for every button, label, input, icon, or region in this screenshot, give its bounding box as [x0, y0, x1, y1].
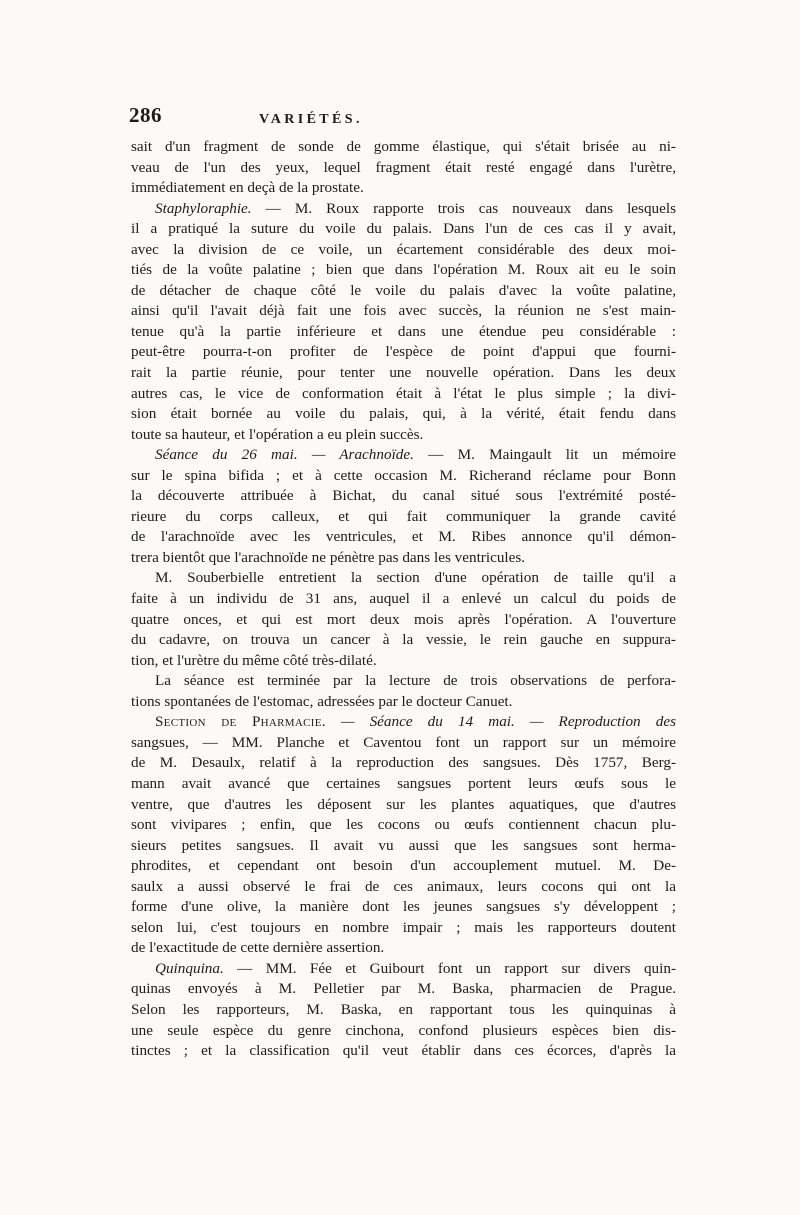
text-line: sont vivipares ; enfin, que les cocons ou œufs contiennent chacun plu- — [131, 816, 676, 834]
text-line: toute sa hauteur, et l'opération a eu plein succès. — [131, 425, 424, 443]
text-line: trera bientôt que l'arachnoïde ne pénètre pas dans les ventricules. — [131, 548, 526, 566]
text-line: rieure du corps calleux, et qui fait communiquer la grande cavité — [131, 507, 676, 525]
text-line: La séance est terminée par la lecture de trois observations de perfora- — [155, 672, 676, 690]
text-line: faite à un individu de 31 ans, auquel il a enlevé un calcul du poids de — [131, 590, 676, 608]
paragraph-seance-terminee — [131, 671, 676, 712]
text-line: ainsi qu'il l'avait déjà fait une fois avec succès, la réunion ne s'est main- — [131, 302, 676, 320]
section-heading-italic: Séance du 26 mai. — Arachnoïde. — [155, 446, 414, 464]
text-line: la découverte attribuée à Bichat, du canal situé sous l'extrémité posté- — [131, 487, 676, 505]
page-header — [131, 103, 676, 137]
text-line: tenue qu'à la partie inférieure et dans une étendue peu considérable : — [131, 322, 676, 340]
text-line: il a pratiqué la suture du voile du palais. Dans l'un de ces cas il y avait, — [131, 220, 676, 238]
text-line: du cadavre, on trouva un cancer à la vessie, le rein gauche en suppura- — [131, 631, 676, 649]
text-line: M. Souberbielle entretient la section d'une opération de taille qu'il a — [155, 569, 676, 587]
text-line: tions spontanées de l'estomac, adressées par le docteur Canuet. — [131, 692, 513, 710]
paragraph-section-pharmacie — [131, 712, 676, 959]
text-line: Staphyloraphie. — M. Roux rapporte trois cas nouveaux dans lesquels — [155, 199, 676, 217]
section-heading-italic: Staphyloraphie. — [155, 199, 252, 217]
text-line: de l'arachnoïde avec les ventricules, et M. Ribes annonce qu'il démon- — [131, 528, 676, 546]
text-line: rait la partie réunie, pour tenter une nouvelle opération. Dans les deux — [131, 364, 676, 382]
text-line: selon lui, c'est toujours en nombre impair ; mais les rapporteurs doutent — [131, 918, 676, 936]
text-line: quatre onces, et qui est mort deux mois après l'opération. A l'ouverture — [131, 610, 676, 628]
section-heading-italic: — Séance du 14 mai. — Reproduction des — [325, 713, 676, 731]
paragraph-continuation — [131, 137, 676, 199]
page-number: 286 — [129, 103, 162, 127]
paragraph-seance-26-mai — [131, 445, 676, 568]
paragraph-quinquina — [131, 959, 676, 1062]
text-line: sieurs petites sangsues. Il avait vu aussi que les sangsues sont herma- — [131, 836, 676, 854]
text-line: Séance du 26 mai. — Arachnoïde. — M. Maingault lit un mémoire — [155, 446, 676, 464]
text-line: une seule espèce du genre cinchona, confond plusieurs espèces bien dis- — [131, 1021, 676, 1039]
text-line: avec la division de ce voile, un écartement considérable des deux moi- — [131, 240, 676, 258]
text-line: quinas envoyés à M. Pelletier par M. Baska, pharmacien de Prague. — [131, 980, 676, 998]
text-line: sangsues, — MM. Planche et Caventou font un rapport sur un mémoire — [131, 733, 676, 751]
text-line: mann avait avancé que certaines sangsues portent leurs œufs sous le — [131, 774, 676, 792]
text-line: peut-être pourra-t-on profiter de l'espèce de point d'appui que fourni- — [131, 343, 676, 361]
text-line: sait d'un fragment de sonde de gomme élastique, qui s'était brisée au ni- — [131, 138, 676, 155]
text-line: forme d'une olive, la manière dont les jeunes sangsues s'y développent ; — [131, 898, 676, 916]
text-line: saulx a aussi observé le frai de ces animaux, leurs cocons qui ont la — [131, 877, 676, 895]
paragraph-souberbielle — [131, 568, 676, 671]
text-line — [131, 712, 676, 733]
text-line: sion était bornée au voile du palais, qui, à la vérité, était fendu dans — [131, 405, 676, 423]
page-text-block — [131, 103, 676, 1062]
text-line: autres cas, le vice de conformation était à l'état le plus simple ; la divi- — [131, 384, 676, 402]
text-line: de détacher de chaque côté le voile du palais d'avec la voûte palatine, — [131, 281, 676, 299]
paragraph-staphyloraphie — [131, 199, 676, 446]
text-line: tinctes ; et la classification qu'il veut établir dans ces écorces, d'après la — [131, 1042, 676, 1060]
text-line: tion, et l'urètre du même côté très-dilaté. — [131, 651, 377, 669]
text-line: Selon les rapporteurs, M. Baska, en rapportant tous les quinquinas à — [131, 1000, 676, 1018]
section-heading-italic: Quinquina. — [155, 959, 224, 977]
text-line: veau de l'un des yeux, lequel fragment était resté engagé dans l'urètre, — [131, 158, 676, 176]
text-line: Quinquina. — MM. Fée et Guibourt font un rapport sur divers quin- — [155, 959, 676, 977]
text-line: phrodites, et cependant ont besoin d'un accouplement mutuel. M. De- — [131, 857, 676, 875]
text-line: immédiatement en deçà de la prostate. — [131, 179, 364, 197]
text-line: tiés de la voûte palatine ; bien que dans l'opération M. Roux ait eu le soin — [131, 261, 676, 279]
text-line: sur le spina bifida ; et à cette occasion M. Richerand réclame pour Bonn — [131, 466, 676, 484]
text-line: de l'exactitude de cette dernière assertion. — [131, 939, 385, 957]
section-heading-smallcaps: Section de Pharmacie. — [155, 713, 326, 731]
text-line: de M. Desaulx, relatif à la reproduction des sangsues. Dès 1757, Berg- — [131, 754, 676, 772]
text-line: ventre, que d'autres les déposent sur les plantes aquatiques, que d'autres — [131, 795, 676, 813]
running-head: VARIÉTÉS. — [259, 112, 363, 127]
